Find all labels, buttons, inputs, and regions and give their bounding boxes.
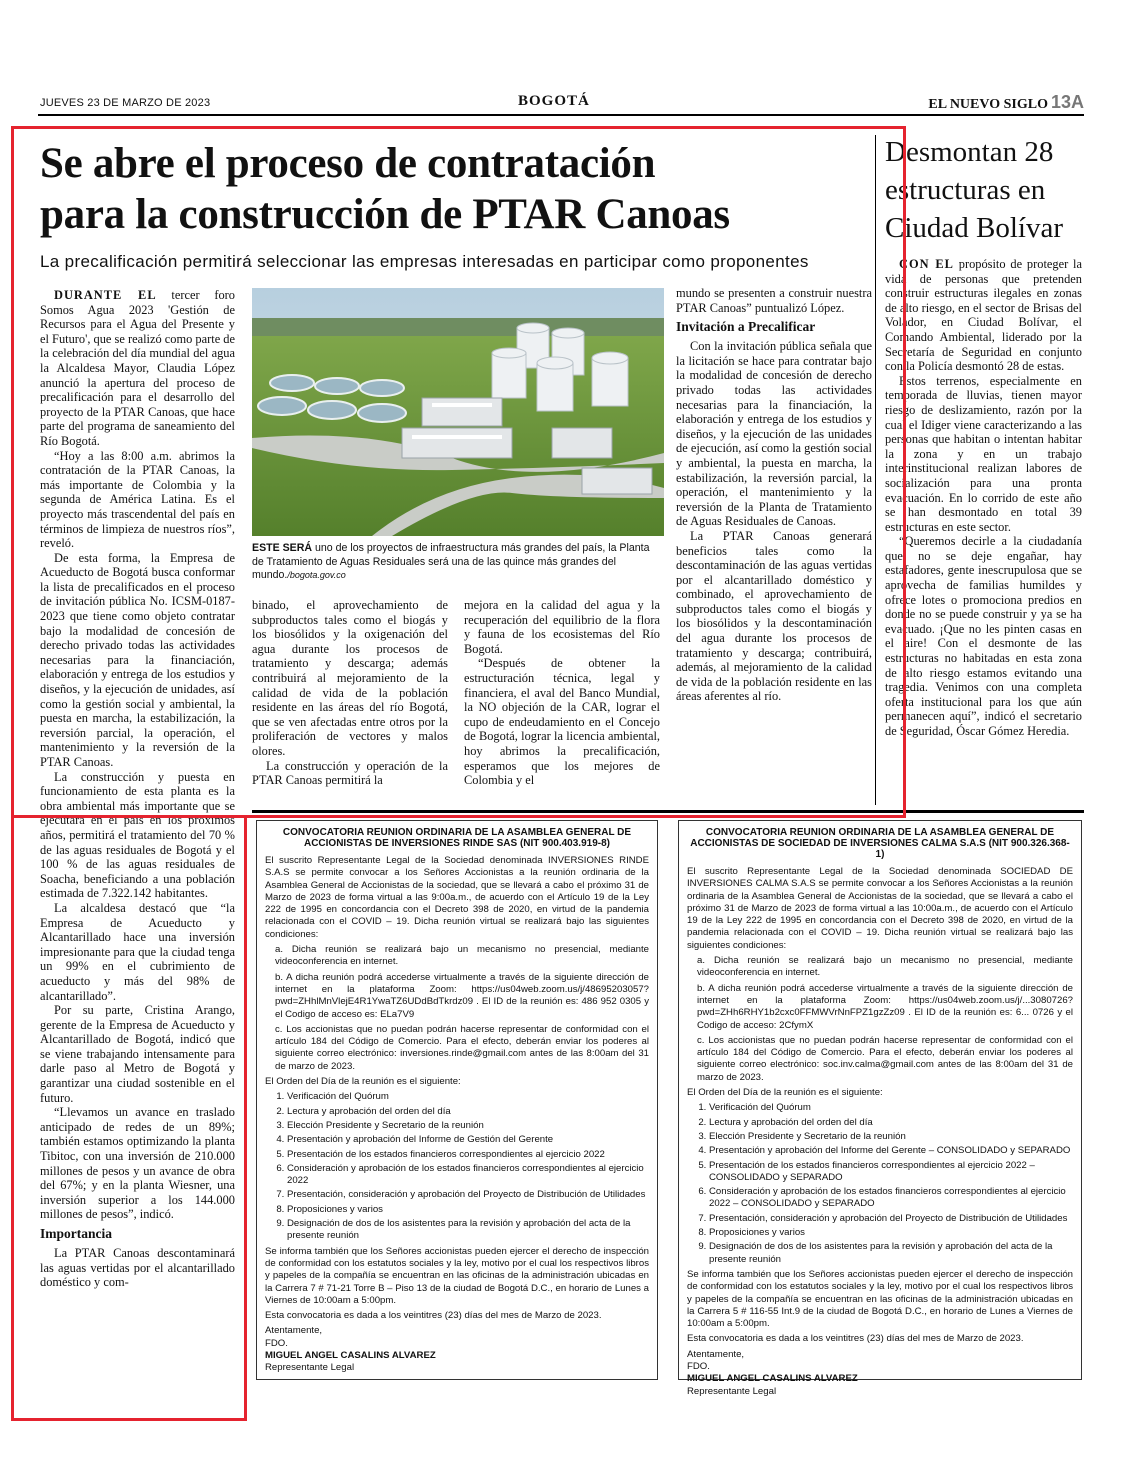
agenda-item: 6. Consideración y aprobación de los estados financieros correspondientes al ejercicio 2022 – CONSOLIDADO y SEPARADO (709, 1186, 1073, 1211)
agenda-intro: El Orden del Día de la reunión es el siguiente: (265, 1076, 461, 1088)
legal-notice-calma (678, 820, 1082, 1397)
agenda-item: 8. Proposiciones y varios (287, 1204, 649, 1216)
side-story-body (885, 257, 1082, 802)
paragraph: Por su parte, Cristina Arango, gerente de la Empresa de Acueducto y Alcantarillado de Bogotá, indicó que se viene trabajando intensamente para darle paso al Metro de Bogotá y garantizar una ciudad sostenible en el futuro. (40, 1003, 235, 1105)
agenda-item: 1. Verificación del Quórum (287, 1091, 649, 1103)
signer-name: MIGUEL ANGEL CASALINS ALVAREZ (265, 1349, 436, 1361)
paragraph: De esta forma, la Empresa de Acueducto de Bogotá busca conformar la lista de precalificados en el proceso de invitación pública No. ICSM-0187-2023 que tiene como objeto contratar bajo la modalidad de concesión de derecho privado todas las actividades necesarias para la financiación, elaboración y entrega de los estudios y diseños, y la ejecución de unidades, así como la gestión social y ambiental, la puesta en marcha, la estabilización, la reversión parcial, la operación, el mantenimiento y la reversión de la PTAR Canoas. (40, 550, 235, 769)
agenda-item: 3. Elección Presidente y Secretario de la reunión (287, 1120, 649, 1132)
paragraph: mundo se presenten a construir nuestra PTAR Canoas” puntualizó López. (676, 286, 872, 315)
legal-notice-rinde (256, 820, 658, 1380)
fdo: FDO. (687, 1360, 710, 1372)
paragraph: “Después de obtener la estructuración técnica, legal y financiera, el aval del Banco Mundial, la NO objeción de la CAR, lograr el cupo de endeudamiento en el Concejo de Bogotá, lograr la licencia ambiental, hoy abrimos la precalificación, esperamos que los mejores de Colombia y el (464, 656, 660, 788)
agenda-item: 1. Verificación del Quórum (709, 1102, 1073, 1114)
paragraph: “Llevamos un avance en traslado anticipado de redes de un 89%; también estamos optimizando la planta Tibitoc, con una inversión de 210.000 millones de pesos y un avance de obra del 67%; y en la planta Wiesner, una inversión superior a los 144.000 millones de pesos”, indicó. (40, 1105, 235, 1222)
notice-title: CONVOCATORIA REUNION ORDINARIA DE LA ASAMBLEA GENERAL DE ACCIONISTAS DE SOCIEDAD DE INVERSIONES CALMA S.A.S (NIT 900.326.368-1) (690, 827, 1070, 860)
paragraph: CON EL propósito de proteger la vida de personas que pretenden construir estructuras ilegales en zonas de alto riesgo, en el sector de Brisas del Volador, en Ciudad Bolívar, el Comando Ambiental, liderado por la Secretaría de Seguridad en conjunto con la Policía desmontó 28 de estas. (885, 257, 1082, 374)
inspection-note: Se informa también que los Señores accionistas pueden ejercer el derecho de inspección de conformidad con los estatutos sociales y la ley, motivo por el cual los respectivos libros y papeles de la compañía se encuentran en las oficinas de la administración ubicadas en la Carrera 5 # 116-55 Int.9 de la ciudad de Bogotá D.C., en horario de Lunes a Viernes de 10:00am a 5:00pm. (687, 1268, 1073, 1330)
issue-date: JUEVES 23 DE MARZO DE 2023 (40, 97, 211, 109)
agenda-item: 9. Designación de dos de los asistentes para la revisión y aprobación del acta de la presente reunión (287, 1218, 649, 1243)
paragraph: La PTAR Canoas generará beneficios tales como la descontaminación de las aguas vertidas por el alcantarillado doméstico y combinado, el aprovechamiento de subproductos tales como el biogás y los biosólidos y la descontaminación del agua durante los procesos de tratamiento y descarga; contribuirá, además, al mejoramiento de la calidad de vida de la población residente en las áreas aferentes al río. (676, 528, 872, 704)
paragraph: La PTAR Canoas descontaminará las aguas vertidas por el alcantarillado doméstico y com- (40, 1246, 235, 1290)
condition-a: a. Dicha reunión se realizará bajo un mecanismo no presencial, mediante videoconferencia en internet. (697, 955, 1073, 979)
agenda-item: 4. Presentación y aprobación del Informe del Gerente – CONSOLIDADO y SEPARADO (709, 1145, 1073, 1157)
agenda-item: 2. Lectura y aprobación del orden del día (287, 1106, 649, 1118)
agenda-item: 8. Proposiciones y varios (709, 1227, 1073, 1239)
agenda-item: 5. Presentación de los estados financieros correspondientes al ejercicio 2022 (287, 1149, 649, 1161)
highlight-outline-bottom (11, 815, 247, 1421)
paragraph: Estos terrenos, especialmente en temporada de lluvias, tienen mayor riesgo de deslizamiento, razón por la cual el Idiger viene caracterizando a las personas que habitan o intentan habitar la zona y en un trabajo interinstitucional realizan labores de socialización para una pronta evacuación. En lo corrido de este año se han desmontado en total 39 estructuras en este sector. (885, 373, 1082, 534)
caption-lead: ESTE SERÁ (252, 542, 313, 554)
fdo: FDO. (265, 1337, 288, 1349)
signer-role: Representante Legal (265, 1362, 355, 1374)
signer-role: Representante Legal (687, 1385, 777, 1397)
lead-in: DURANTE EL (54, 288, 157, 302)
agenda-item: 2. Lectura y aprobación del orden del día (709, 1117, 1073, 1129)
condition-c: c. Los accionistas que no puedan podrán hacerse representar de conformidad con el artículo 184 del Código de Comercio. Para el efecto, deberán enviar los poderes al siguiente correo electrónico: inversiones.rinde@gmail.com antes de las 8:00am del 31 de marzo de 2023. (275, 1023, 649, 1072)
subheading-importancia: Importancia (40, 1226, 112, 1241)
agenda-item: 5. Presentación de los estados financieros correspondientes al ejercicio 2022 – CONSOLIDADO y SEPARADO (709, 1160, 1073, 1185)
agenda-intro: El Orden del Día de la reunión es el siguiente: (687, 1087, 883, 1099)
section-name: BOGOTÁ (518, 93, 590, 109)
caption-text: uno de los proyectos de infraestructura más grandes del país, la Planta de Tratamiento de Aguas Residuales será una de las quince más grandes del mundo. (252, 542, 650, 581)
masthead (928, 92, 1084, 113)
brand-name: EL NUEVO SIGLO (928, 97, 1048, 112)
paragraph: La construcción y operación de la PTAR Canoas permitirá la (252, 758, 448, 788)
headline-line-2: para la construcción de PTAR Canoas (40, 191, 730, 238)
paragraph: Con la invitación pública señala que la licitación se hace para contratar bajo la modalidad de concesión de derecho privado todas las actividades necesarias para la financiación, la elaboración y entrega de los estudios y diseños, y la ejecución de las unidades de ejecución, así como la gestión social y ambiental, la puesta en marcha, la estabilización, la reversión parcial, la operación, el mantenimiento y la reversión de la Planta de Tratamiento de Aguas Residuales de Canoas. (676, 339, 872, 529)
notice-title: CONVOCATORIA REUNION ORDINARIA DE LA ASAMBLEA GENERAL DE ACCIONISTAS DE INVERSIONES RINDE SAS (NIT 900.403.919-8) (282, 827, 632, 849)
agenda-item: 9. Designación de dos de los asistentes para la revisión y aprobación del acta de la presente reunión (709, 1241, 1073, 1266)
paragraph: La alcaldesa destacó que “la Empresa de Acueducto y Alcantarillado hace una inversión impresionante para que la ciudad tenga un 99% en el cubrimiento de acueducto y más del 98% de alcantarillado”. (40, 900, 235, 1003)
agenda-item: 6. Consideración y aprobación de los estados financieros correspondientes al ejercicio 2022 (287, 1163, 649, 1188)
signer-name: MIGUEL ANGEL CASALINS ALVAREZ (687, 1373, 858, 1385)
paragraph: “Queremos decirle a la ciudadanía que no se deje engañar, hay estafadores, gente inescrupulosa que se aprovecha de familias humildes y ofrece lotes o promociona predios en donde no se puede construir y ya se ha evacuado. ¡Que no les pinten casas en el aire! Con el desmonte de las estructuras no habitadas en esta zona de alto riesgo estamos evitando una tragedia. Venimos con una completa oferta institucional para los que aún permanecen aquí”, indicó el secretario de Seguridad, Óscar Gómez Heredia. (885, 534, 1082, 738)
condition-c: c. Los accionistas que no puedan podrán hacerse representar de conformidad con el artículo 184 del Código de Comercio. Para el efecto, deberán enviar los poderes al siguiente correo electrónico: soc.inv.calma@gmail.com antes de las 8:00am del 31 de marzo de 2023. (697, 1034, 1073, 1083)
closing: Atentamente, (687, 1348, 745, 1360)
header-rule (38, 114, 1084, 116)
side-story-headline: Desmontan 28 estructuras en Ciudad Bolívar (885, 136, 1064, 244)
agenda-item: 7. Presentación, consideración y aprobación del Proyecto de Distribución de Utilidades (709, 1213, 1073, 1225)
paragraph: DURANTE EL tercer foro Somos Agua 2023 'Gestión de Recursos para el Agua del Presente y el Futuro', que se realizó como parte de la celebración del día mundial del agua la Alcaldesa Mayor, Claudia López anunció la apertura del proceso de precalificación para el desarrollo del proyecto de la PTAR Canoas, que hace parte del programa de saneamiento del Río Bogotá. (40, 288, 235, 448)
agenda-item: 7. Presentación, consideración y aprobación del Proyecto de Distribución de Utilidades (287, 1189, 649, 1201)
subheading-invitacion: Invitación a Precalificar (676, 319, 816, 335)
agenda-list (687, 1102, 1073, 1266)
condition-a: a. Dicha reunión se realizará bajo un mecanismo no presencial, mediante videoconferencia en internet. (275, 944, 649, 968)
agenda-item: 4. Presentación y aprobación del Informe de Gestión del Gerente (287, 1134, 649, 1146)
notice-intro: El suscrito Representante Legal de la Sociedad denominada INVERSIONES RINDE S.A.S se permite convocar a los Señores Accionistas a la reunión ordinaria de la Asamblea General de Accionistas de la sociedad, que se llevará a cabo el próximo 31 de Marzo de 2023 de forma virtual a las 9:00a.m., de acuerdo con el Artículo 19 de la Ley 222 de 1995 en concordancia con el Decreto 398 de 2020, en virtud de la pandemia relacionada con el COVID – 19. Dicha reunión virtual se realizará bajo las siguientes condiciones: (265, 855, 649, 940)
caption-source: /bogota.gov.co (287, 570, 346, 580)
condition-b: b. A dicha reunión podrá accederse virtualmente a través de la siguiente dirección de internet en la plataforma Zoom: https://us04web.zoom.us/j/...3080726?pwd=ZHh6RHY1b2cxc0FFMWVrNnFPZ1gzZz09 . El ID de la reunión es: 6... 0726 y el Codigo de acceso: 2CfymX (697, 982, 1073, 1031)
condition-b: b. A dicha reunión podrá accederse virtualmente a través de la siguiente dirección de internet en la plataforma Zoom: https://us04web.zoom.us/j/48695203057?pwd=ZHhlMnVlejE4R1YwaTZ6UDdBdTkrdz09 . El ID de la reunión es: 486 952 0305 y el Codigo de acceso es: ELa7V9 (275, 971, 649, 1020)
lead-in: CON EL (899, 257, 954, 271)
highlight-outline-top (11, 126, 906, 818)
notice-intro: El suscrito Representante Legal de la Sociedad denominada SOCIEDAD DE INVERSIONES CALMA S.A.S se permite convocar a los Señores Accionistas a la reunión ordinaria de la Asamblea General de Accionistas de la sociedad, que se llevará a cabo el próximo 31 de Marzo de 2023 de forma virtual a las 10:00a.m., de acuerdo con el Artículo 19 de la Ley 222 de 1995 en concordancia con el Decreto 398 de 2020, en virtud de la pandemia relacionada con el COVID – 19. Dicha reunión virtual se realizará bajo las siguientes condiciones: (687, 866, 1073, 951)
notice-date: Esta convocatoria es dada a los veintitres (23) días del mes de Marzo de 2023. (687, 1333, 1024, 1345)
paragraph: “Hoy a las 8:00 a.m. abrimos la contratación de la PTAR Canoas, la más importante de Colombia y la segunda de América Latina. Es el proyecto más trascendental del país en términos de limpieza de nuestros ríos”, reveló. (40, 448, 235, 551)
closing: Atentamente, (265, 1325, 323, 1337)
article-subheadline: La precalificación permitirá seleccionar las empresas interesadas en participar como proponentes (40, 252, 809, 271)
paragraph: binado, el aprovechamiento de subproductos tales como el biogás y los biosólidos y la oxigenación del agua durante los procesos de tratamiento y descarga; además contribuirá al mejoramiento de la calidad de vida de la población residente en las áreas del río Bogotá, que se ven afectadas entre otros por la proliferación de vectores y malos olores. (252, 598, 448, 758)
agenda-list (265, 1091, 649, 1242)
inspection-note: Se informa también que los Señores accionistas pueden ejercer el derecho de inspección de conformidad con los estatutos sociales y la ley, motivo por el cual los respectivos libros y papeles de la compañía se encuentran en las oficinas de la administración ubicadas en la Carrera 7 # 71-21 Torre B – Piso 13 de la ciudad de Bogotá D.C., en horario de Lunes a Viernes de 10:00am a 5:00pm. (265, 1245, 649, 1306)
page-number: 13A (1050, 92, 1084, 112)
paragraph: mejora en la calidad del agua y la recuperación del equilibrio de la flora y fauna de los ecosistemas del Río Bogotá. (464, 598, 660, 656)
headline-line-1: Se abre el proceso de contratación (40, 140, 656, 187)
paragraph: La construcción y puesta en funcionamiento de esta planta es la obra ambiental más importante que se ejecutará en el país en los próximos años, permitirá el tratamiento del 70 % de las aguas residuales de Bogotá y el 100 % de las aguas residuales de Soacha, beneficiando a una población estimada de 7.322.142 habitantes. (40, 769, 235, 901)
notice-date: Esta convocatoria es dada a los veintitres (23) días del mes de Marzo de 2023. (265, 1310, 602, 1322)
agenda-item: 3. Elección Presidente y Secretario de la reunión (709, 1131, 1073, 1143)
